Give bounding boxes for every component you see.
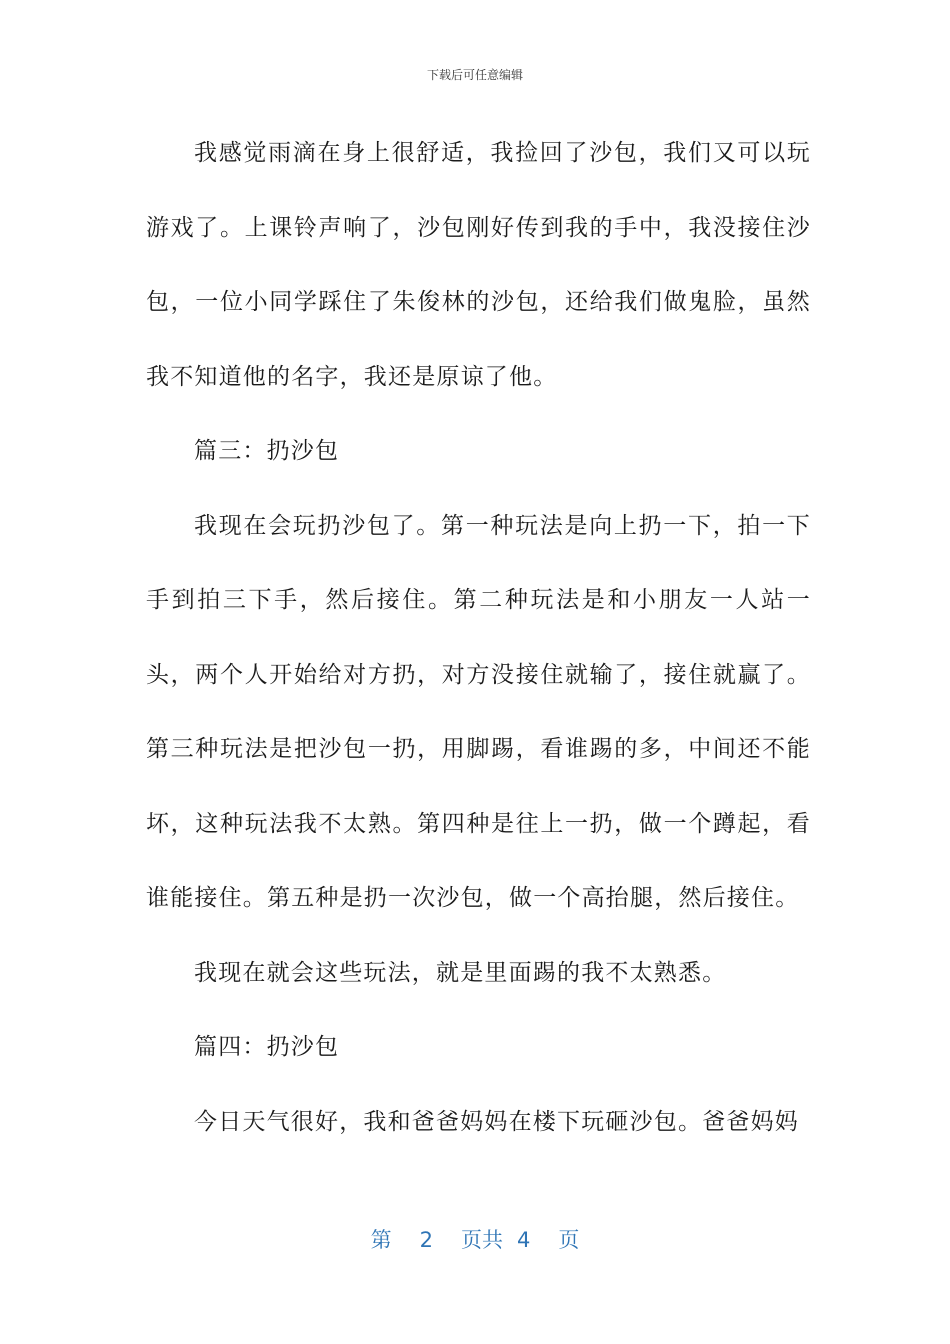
page-number-suffix: 页 <box>558 1228 580 1252</box>
paragraph: 我现在会玩扔沙包了。第一种玩法是向上扔一下，拍一下手到拍三下手，然后接住。第二种玩法是和小朋友一人站一头，两个人开始给对方扔，对方没接住就输了，接住就赢了。第三种玩法是把沙包一扔，用脚踢，看谁踢的多，中间还不能坏，这种玩法我不太熟。第四种是往上一扔，做一个蹲起，看谁能接住。第五种是扔一次沙包，做一个高抬腿，然后接住。 <box>146 512 811 911</box>
paragraph: 我现在就会这些玩法，就是里面踢的我不太熟悉。 <box>194 959 727 986</box>
page-header: 下载后可任意编辑 <box>426 68 523 82</box>
paragraph: 我感觉雨滴在身上很舒适，我捡回了沙包，我们又可以玩游戏了。上课铃声响了，沙包刚好传到我的手中，我没接住沙包，一位小同学踩住了朱俊林的沙包，还给我们做鬼脸，虽然我不知道他的名字，我还是原谅了他。 <box>146 140 811 390</box>
section-heading: 篇四：扔沙包 <box>194 1034 340 1060</box>
page-number-prefix: 第 <box>370 1228 392 1252</box>
page-number-middle: 页共 <box>461 1228 503 1252</box>
paragraph: 今日天气很好，我和爸爸妈妈在楼下玩砸沙包。爸爸妈妈 <box>194 1108 799 1135</box>
page-footer <box>0 1224 950 1254</box>
section-heading: 篇三：扔沙包 <box>194 438 340 464</box>
page-number-current: 2 <box>419 1228 433 1252</box>
page-number-total: 4 <box>517 1228 531 1252</box>
document-body <box>146 116 811 1159</box>
